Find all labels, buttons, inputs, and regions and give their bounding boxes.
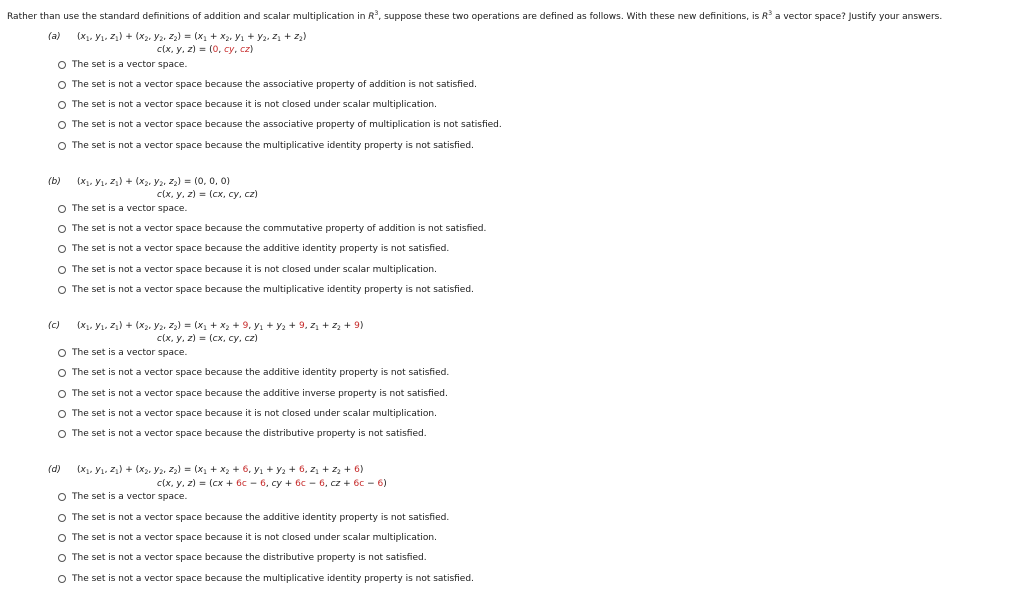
radio-button[interactable] bbox=[58, 369, 66, 377]
radio-button[interactable] bbox=[58, 121, 66, 129]
option-a-1[interactable]: The set is a vector space. bbox=[58, 58, 187, 72]
option-a-5[interactable]: The set is not a vector space because the multiplicative identity property is not satisfied. bbox=[58, 139, 474, 153]
radio-button[interactable] bbox=[58, 430, 66, 438]
addition-definition: ($x_1$, $y_1$, $z_1) + (x_2$, $y_2$, $z_2) = (x_1 + x_2 + 6$, $y_1 + y_2 + 6$, $z_1 + z_2 + 6$) bbox=[77, 465, 364, 476]
option-d-4[interactable]: The set is not a vector space because the distributive property is not satisfied. bbox=[58, 551, 427, 565]
radio-button[interactable] bbox=[58, 225, 66, 233]
radio-button[interactable] bbox=[58, 245, 66, 253]
option-a-4[interactable]: The set is not a vector space because the associative property of multiplication is not satisfied. bbox=[58, 118, 502, 132]
option-a-2[interactable]: The set is not a vector space because the associative property of addition is not satisfied. bbox=[58, 78, 477, 92]
option-b-1[interactable]: The set is a vector space. bbox=[58, 202, 187, 216]
radio-button[interactable] bbox=[58, 410, 66, 418]
radio-button[interactable] bbox=[58, 266, 66, 274]
radio-button[interactable] bbox=[58, 493, 66, 501]
part-label: (a) bbox=[48, 32, 61, 42]
addition-definition: ($x_1$, $y_1$, $z_1) + (x_2$, $y_2$, $z_2) = (x_1 + x_2$, $y_1 + y_2$, $z_1 + z_2$) bbox=[77, 32, 307, 43]
radio-button[interactable] bbox=[58, 81, 66, 89]
option-b-5[interactable]: The set is not a vector space because the multiplicative identity property is not satisfied. bbox=[58, 283, 474, 297]
scalar-definition: c(x, y, z) = (0, cy, cz) bbox=[157, 45, 254, 55]
part-label: (d) bbox=[48, 465, 61, 475]
option-b-3[interactable]: The set is not a vector space because the additive identity property is not satisfied. bbox=[58, 242, 449, 256]
option-b-2[interactable]: The set is not a vector space because the commutative property of addition is not satisfied. bbox=[58, 222, 486, 236]
option-c-4[interactable]: The set is not a vector space because it is not closed under scalar multiplication. bbox=[58, 407, 437, 421]
option-d-1[interactable]: The set is a vector space. bbox=[58, 490, 187, 504]
option-c-5[interactable]: The set is not a vector space because the distributive property is not satisfied. bbox=[58, 427, 427, 441]
radio-button[interactable] bbox=[58, 349, 66, 357]
part-label: (b) bbox=[48, 177, 61, 187]
option-b-4[interactable]: The set is not a vector space because it is not closed under scalar multiplication. bbox=[58, 263, 437, 277]
option-d-2[interactable]: The set is not a vector space because the additive identity property is not satisfied. bbox=[58, 511, 449, 525]
radio-button[interactable] bbox=[58, 205, 66, 213]
option-c-1[interactable]: The set is a vector space. bbox=[58, 346, 187, 360]
option-c-3[interactable]: The set is not a vector space because the additive inverse property is not satisfied. bbox=[58, 387, 448, 401]
radio-button[interactable] bbox=[58, 575, 66, 583]
radio-button[interactable] bbox=[58, 534, 66, 542]
option-d-5[interactable]: The set is not a vector space because the multiplicative identity property is not satisfied. bbox=[58, 572, 474, 586]
radio-button[interactable] bbox=[58, 142, 66, 150]
option-c-2[interactable]: The set is not a vector space because the additive identity property is not satisfied. bbox=[58, 366, 449, 380]
radio-button[interactable] bbox=[58, 286, 66, 294]
addition-definition: ($x_1$, $y_1$, $z_1) + (x_2$, $y_2$, $z_2) = (0$, 0, 0) bbox=[77, 177, 230, 188]
radio-button[interactable] bbox=[58, 61, 66, 69]
radio-button[interactable] bbox=[58, 554, 66, 562]
set-name: R bbox=[368, 12, 375, 22]
radio-button[interactable] bbox=[58, 101, 66, 109]
question-prompt: Rather than use the standard definitions of addition and scalar multiplication in $R^3$, suppose these two operations are defined as follows. With these new definitions, is $R^3$ a vector space? Justify your answers. bbox=[7, 10, 943, 22]
option-d-3[interactable]: The set is not a vector space because it is not closed under scalar multiplication. bbox=[58, 531, 437, 545]
radio-button[interactable] bbox=[58, 514, 66, 522]
scalar-definition: c(x, y, z) = (cx, cy, cz) bbox=[157, 334, 258, 344]
scalar-definition: c(x, y, z) = (cx, cy, cz) bbox=[157, 190, 258, 200]
addition-definition: ($x_1$, $y_1$, $z_1) + (x_2$, $y_2$, $z_2) = (x_1 + x_2 + 9$, $y_1 + y_2 + 9$, $z_1 + z_2 + 9$) bbox=[77, 321, 364, 332]
scalar-definition: c(x, y, z) = (cx + 6c − 6, cy + 6c − 6, cz + 6c − 6) bbox=[157, 479, 387, 489]
option-a-3[interactable]: The set is not a vector space because it is not closed under scalar multiplication. bbox=[58, 98, 437, 112]
radio-button[interactable] bbox=[58, 390, 66, 398]
part-label: (c) bbox=[48, 321, 60, 331]
